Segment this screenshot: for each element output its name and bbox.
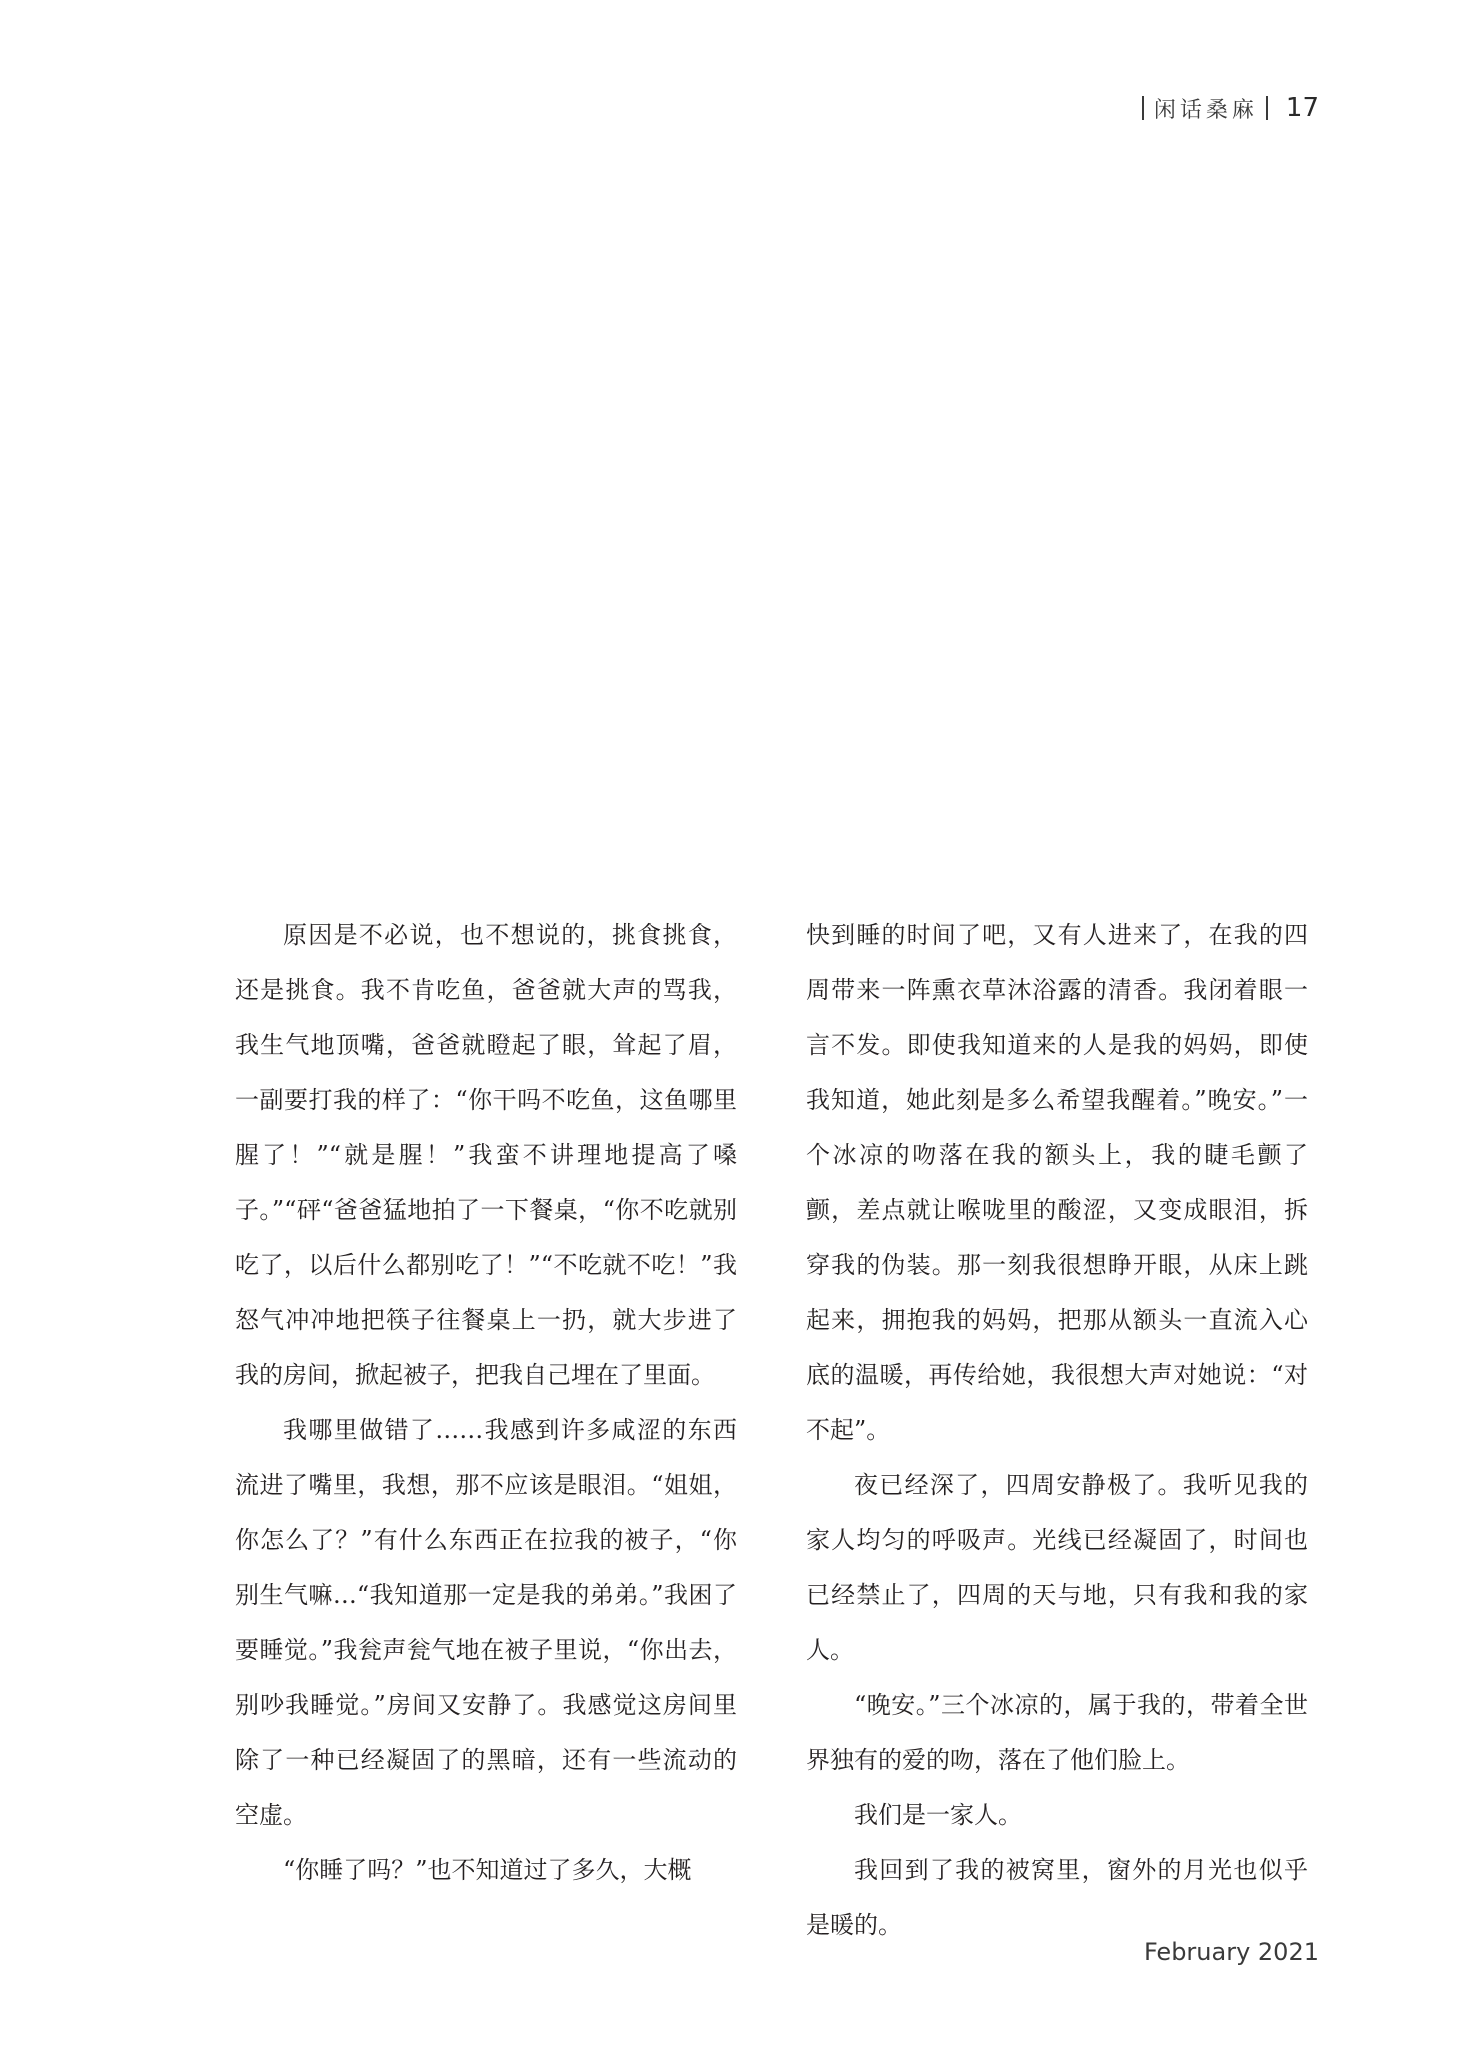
header-bar-right xyxy=(1266,96,1268,120)
right-text-column xyxy=(806,908,1308,1953)
issue-date: February 2021 xyxy=(1143,1938,1319,1966)
paragraph: 我们是一家人。 xyxy=(854,1801,1022,1829)
paragraph: “你睡了吗？”也不知道过了多久，大概 xyxy=(283,1856,692,1884)
paragraph: 我回到了我的被窝里，窗外的月光也似乎是暖的。 xyxy=(806,1856,1308,1939)
paragraph-continued: 快到睡的时间了吧，又有人进来了，在我的四周带来一阵熏衣草沐浴露的清香。我闭着眼一言不发。即使我知道来的人是我的妈妈，即使我知道，她此刻是多么希望我醒着。”晚安。”一个冰凉的吻落在我的额头上，我的睫毛颤了颤，差点就让喉咙里的酸涩，又变成眼泪，拆穿我的伪装。那一刻我很想睁开眼，从床上跳起来，拥抱我的妈妈，把那从额头一直流入心底的温暖，再传给她，我很想大声对她说：“对不起”。 xyxy=(806,921,1308,1444)
paragraph: 夜已经深了，四周安静极了。我听见我的家人均匀的呼吸声。光线已经凝固了，时间也已经禁止了，四周的天与地，只有我和我的家人。 xyxy=(806,1471,1308,1664)
running-header xyxy=(1142,88,1319,128)
paragraph: “晚安。”三个冰凉的，属于我的，带着全世界独有的爱的吻，落在了他们脸上。 xyxy=(806,1691,1308,1774)
paragraph: 我哪里做错了……我感到许多咸涩的东西流进了嘴里，我想，那不应该是眼泪。“姐姐，你怎么了？”有什么东西正在拉我的被子，“你别生气嘛…“我知道那一定是我的弟弟。”我困了要睡觉。”我瓮声瓮气地在被子里说，“你出去，别吵我睡觉。”房间又安静了。我感觉这房间里除了一种已经凝固了的黑暗，还有一些流动的空虚。 xyxy=(235,1416,737,1829)
left-text-column xyxy=(235,908,737,1898)
page-number: 17 xyxy=(1285,93,1319,123)
paragraph: 原因是不必说，也不想说的，挑食挑食，还是挑食。我不肯吃鱼，爸爸就大声的骂我，我生气地顶嘴，爸爸就瞪起了眼，耸起了眉，一副要打我的样了：“你干吗不吃鱼，这鱼哪里腥了！”“就是腥！”我蛮不讲理地提高了嗓子。”“砰“爸爸猛地拍了一下餐桌，“你不吃就别吃了，以后什么都别吃了！”“不吃就不吃！”我怒气冲冲地把筷子往餐桌上一扔，就大步进了我的房间，掀起被子，把我自己埋在了里面。 xyxy=(235,921,737,1389)
section-title: 闲话桑麻 xyxy=(1153,97,1258,123)
header-bar-left xyxy=(1142,96,1144,120)
